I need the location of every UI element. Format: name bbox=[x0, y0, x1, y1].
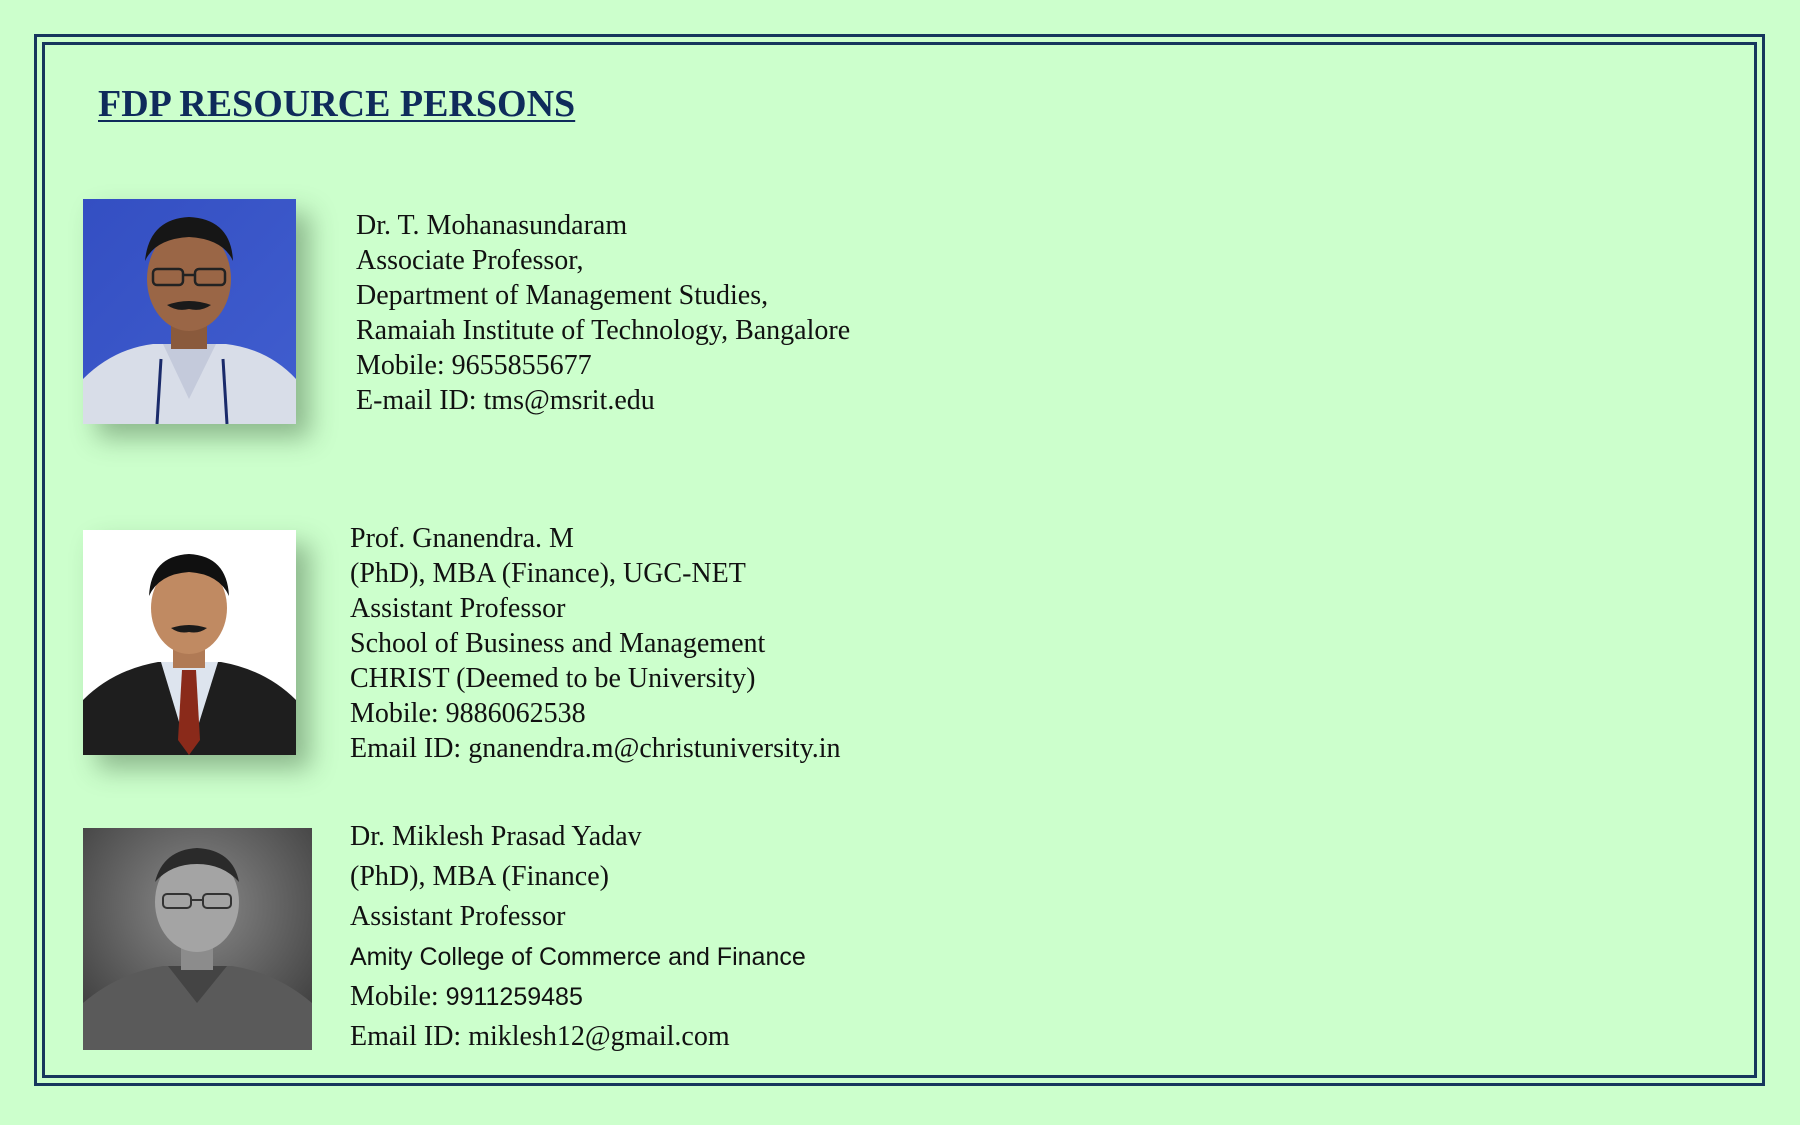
page-title: FDP RESOURCE PERSONS bbox=[98, 83, 576, 125]
person-3-email: miklesh12@gmail.com bbox=[468, 1021, 730, 1052]
person-2-photo bbox=[83, 530, 296, 755]
person-3-designation: Assistant Professor bbox=[350, 901, 566, 932]
person-3-details bbox=[350, 817, 806, 1057]
person-3-institution: Amity College of Commerce and Finance bbox=[350, 943, 806, 971]
person-1-photo bbox=[83, 199, 296, 424]
person-2-mobile: 9886062538 bbox=[445, 698, 586, 729]
person-2-email-row bbox=[350, 731, 841, 766]
person-3-mobile: 9911259485 bbox=[445, 983, 583, 1011]
person-1-mobile-row bbox=[356, 348, 850, 383]
person-2-email-label: Email ID: bbox=[350, 733, 469, 764]
person-2-institution: CHRIST (Deemed to be University) bbox=[350, 663, 756, 694]
person-3-email-label: Email ID: bbox=[350, 1021, 469, 1052]
person-1-email-row bbox=[356, 383, 850, 418]
person-1-institution: Ramaiah Institute of Technology, Bangalore bbox=[356, 315, 851, 346]
person-1-mobile: 9655855677 bbox=[451, 350, 592, 381]
person-1-details bbox=[356, 208, 850, 418]
person-2-qualifications: (PhD), MBA (Finance), UGC-NET bbox=[350, 558, 746, 589]
person-1-name: Dr. T. Mohanasundaram bbox=[356, 210, 628, 241]
person-1-designation: Associate Professor, bbox=[356, 245, 584, 276]
person-2-details bbox=[350, 521, 841, 766]
person-2-designation: Assistant Professor bbox=[350, 593, 566, 624]
person-2-email: gnanendra.m@christuniversity.in bbox=[468, 733, 841, 764]
person-2-department: School of Business and Management bbox=[350, 628, 766, 659]
person-3-mobile-row bbox=[350, 977, 806, 1017]
person-1-email-label: E-mail ID: bbox=[356, 385, 484, 416]
person-3-photo bbox=[83, 828, 312, 1050]
person-3-mobile-label: Mobile: bbox=[350, 981, 446, 1012]
person-1-email: tms@msrit.edu bbox=[483, 385, 655, 416]
person-1-mobile-label: Mobile: bbox=[356, 350, 452, 381]
person-3-name: Dr. Miklesh Prasad Yadav bbox=[350, 821, 642, 852]
person-1-department: Department of Management Studies, bbox=[356, 280, 769, 311]
person-2-mobile-row bbox=[350, 696, 841, 731]
person-2-name: Prof. Gnanendra. M bbox=[350, 523, 574, 554]
person-2-mobile-label: Mobile: bbox=[350, 698, 446, 729]
person-3-qualifications: (PhD), MBA (Finance) bbox=[350, 861, 609, 892]
person-3-email-row bbox=[350, 1017, 806, 1057]
